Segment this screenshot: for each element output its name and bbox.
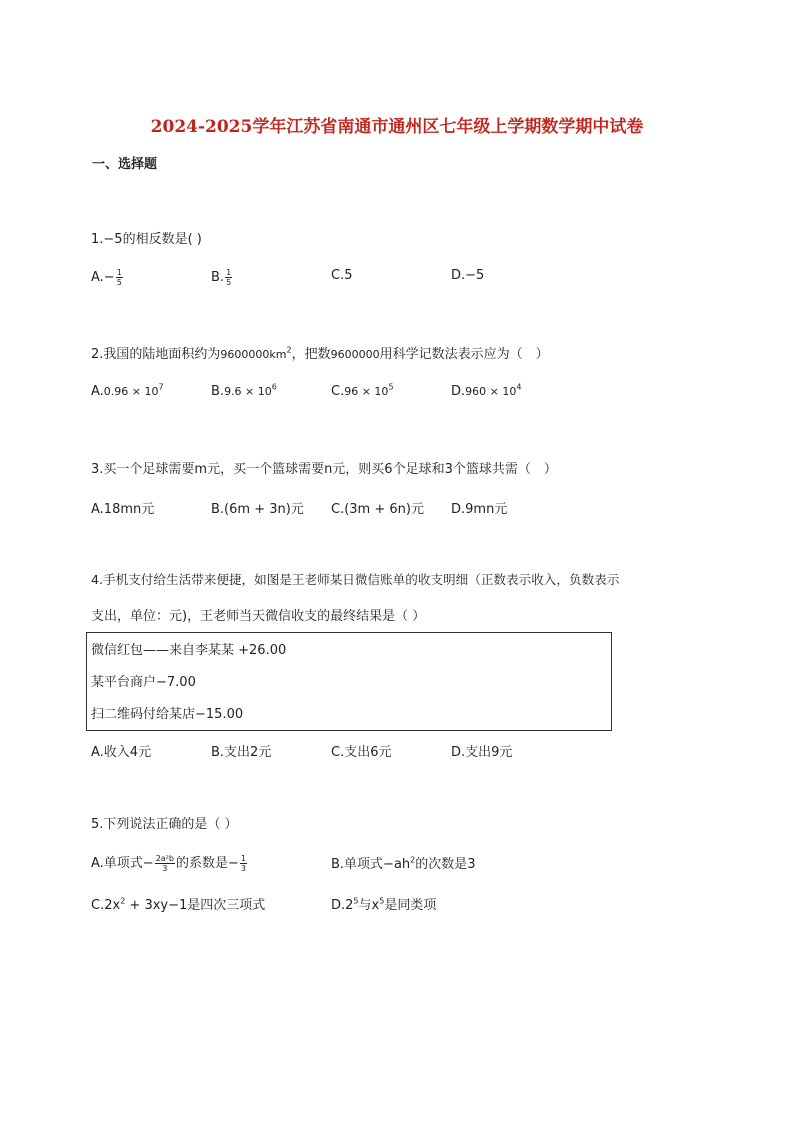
- question-4-option-b: B.支出2元: [211, 745, 272, 760]
- option-exponent: 7: [158, 382, 164, 392]
- option-prefix: D.: [451, 384, 466, 399]
- question-2-option-d: [451, 384, 521, 399]
- option-b-prefix: B.: [211, 270, 225, 285]
- fraction-denominator: 3: [162, 864, 168, 873]
- question-3-option-b: B.(6m + 3n)元: [211, 502, 304, 517]
- wechat-bill-box: [86, 632, 612, 731]
- fraction-denominator: 5: [226, 278, 232, 287]
- question-3-stem: 3.买一个足球需要m元，买一个篮球需要n元，则买6个足球和3个篮球共需（ ）: [91, 462, 557, 477]
- fraction-numerator: 1: [116, 268, 122, 277]
- fraction-denominator: 5: [116, 278, 122, 287]
- q2-area-exponent: 2: [286, 345, 292, 355]
- question-5-option-c: [91, 894, 265, 913]
- question-3-option-c: C.(3m + 6n)元: [331, 502, 424, 517]
- question-4-stem-line-2: 支出，单位：元)，王老师当天微信收支的最终结果是（ ）: [91, 609, 426, 624]
- q2-stem-post: 用科学记数法表示应为（ ）: [379, 347, 549, 362]
- question-5-option-a: [91, 852, 248, 873]
- section-heading: 一、选择题: [92, 157, 158, 172]
- option-exponent: 5: [353, 896, 359, 906]
- question-3-option-a: A.18mn元: [91, 502, 155, 517]
- option-base: 960 × 10: [465, 385, 517, 398]
- question-5-option-b: [331, 853, 476, 872]
- fraction-numerator: 2a²b: [155, 854, 174, 863]
- question-1-option-c: C.5: [331, 268, 353, 283]
- bill-line-qr-payment: 扫二维码付给某店−15.00: [91, 707, 244, 722]
- question-1-option-a: [91, 268, 124, 287]
- fraction: [116, 268, 123, 287]
- question-2-stem: [91, 343, 549, 362]
- option-prefix: B.: [211, 384, 225, 399]
- option-d-mid: 与x: [358, 898, 380, 913]
- option-exponent: 2: [410, 855, 416, 865]
- question-5-option-d: [331, 894, 436, 913]
- fraction: [240, 854, 247, 873]
- q2-stem-mid: ，把数: [291, 347, 331, 362]
- question-3-option-d: D.9mn元: [451, 502, 508, 517]
- q2-stem-pre: 2.我国的陆地面积约为: [91, 347, 221, 362]
- option-base: 9.6 × 10: [224, 385, 272, 398]
- option-c-prefix: C.2x: [91, 898, 121, 913]
- option-a-prefix: A.单项式−: [91, 856, 154, 871]
- question-4-option-a: A.收入4元: [91, 745, 152, 760]
- option-exponent: 4: [516, 382, 522, 392]
- option-d-prefix: D.2: [331, 898, 354, 913]
- option-prefix: A.: [91, 384, 104, 399]
- bill-line-red-packet: 微信红包——来自李某某 +26.00: [91, 643, 287, 658]
- question-4-option-d: D.支出9元: [451, 745, 513, 760]
- question-1-stem: 1.−5的相反数是( ): [91, 232, 202, 247]
- option-exponent: 5: [388, 382, 394, 392]
- option-c-post: + 3xy−1是四次三项式: [125, 898, 266, 913]
- option-a-mid: 的系数是−: [175, 856, 239, 871]
- question-1-option-d: D.−5: [451, 268, 485, 283]
- option-exponent: 5: [379, 896, 385, 906]
- question-4-option-c: C.支出6元: [331, 745, 392, 760]
- question-2-option-a: [91, 384, 164, 399]
- fraction-numerator: 1: [226, 268, 232, 277]
- option-exponent: 2: [120, 896, 126, 906]
- fraction-numerator: 1: [240, 854, 246, 863]
- option-base: 96 × 10: [344, 385, 389, 398]
- q2-area-value: 9600000km: [220, 348, 287, 361]
- question-4-stem-line-1: 4.手机支付给生活带来便捷，如图是王老师某日微信账单的收支明细（正数表示收入，负数表示: [91, 572, 620, 587]
- fraction-denominator: 3: [240, 864, 246, 873]
- question-2-option-c: [331, 384, 394, 399]
- option-b-post: 的次数是3: [415, 857, 476, 872]
- fraction: [155, 854, 175, 873]
- option-a-prefix: A.−: [91, 270, 115, 285]
- option-prefix: C.: [331, 384, 345, 399]
- question-5-stem: 5.下列说法正确的是（ ）: [91, 817, 238, 832]
- q2-number: 9600000: [330, 348, 380, 361]
- fraction: [225, 268, 232, 287]
- option-exponent: 6: [271, 382, 277, 392]
- page-title: 2024-2025学年江苏省南通市通州区七年级上学期数学期中试卷: [150, 117, 644, 137]
- bill-line-merchant: 某平台商户−7.00: [91, 675, 196, 690]
- question-2-option-b: [211, 384, 277, 399]
- option-d-post: 是同类项: [384, 898, 437, 913]
- question-1-option-b: [211, 268, 233, 287]
- option-base: 0.96 × 10: [103, 385, 159, 398]
- option-b-prefix: B.单项式−ah: [331, 857, 411, 872]
